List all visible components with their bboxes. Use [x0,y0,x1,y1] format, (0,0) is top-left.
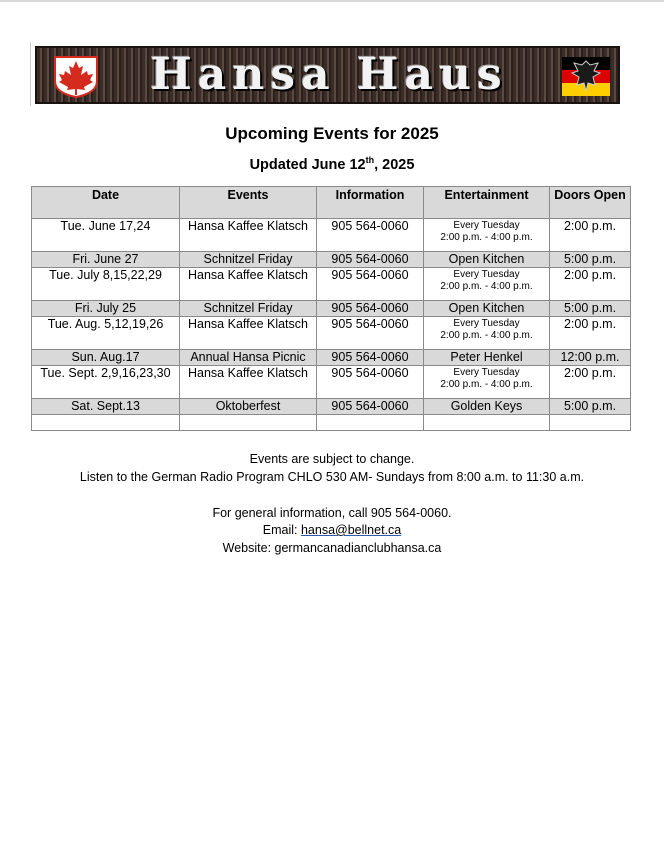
cell-entertainment: Every Tuesday 2:00 p.m. - 4:00 p.m. [424,317,550,350]
cell-empty [550,415,631,431]
cell-event: Hansa Kaffee Klatsch [180,219,317,252]
hansa-haus-banner [35,46,620,104]
header-date: Date [32,187,180,219]
radio-program-text: Listen to the German Radio Program CHLO 530 AM- Sundays from 8:00 a.m. to 11:30 a.m. [79,470,585,484]
cell-date: Tue. June 17,24 [32,219,180,252]
cell-entertainment: Every Tuesday 2:00 p.m. - 4:00 p.m. [424,219,550,252]
header-doors-open: Doors Open [550,187,631,219]
cell-event: Annual Hansa Picnic [180,350,317,366]
events-table [31,186,631,431]
cell-info: 905 564-0060 [317,366,424,399]
cell-empty [317,415,424,431]
cell-empty [180,415,317,431]
cell-doors: 5:00 p.m. [550,301,631,317]
header-information: Information [317,187,424,219]
cell-date: Tue. Sept. 2,9,16,23,30 [32,366,180,399]
cell-doors: 2:00 p.m. [550,268,631,301]
cell-doors: 2:00 p.m. [550,317,631,350]
cell-event: Hansa Kaffee Klatsch [180,366,317,399]
table-row [32,399,631,415]
cell-entertainment: Open Kitchen [424,301,550,317]
website-text: Website: germancanadianclubhansa.ca [222,541,442,555]
cell-event: Oktoberfest [180,399,317,415]
email-line [0,523,664,537]
banner-left-rule [30,42,31,106]
cell-info: 905 564-0060 [317,317,424,350]
email-label: Email: [262,523,301,537]
cell-info: 905 564-0060 [317,399,424,415]
cell-event: Schnitzel Friday [180,252,317,268]
cell-entertainment: Every Tuesday 2:00 p.m. - 4:00 p.m. [424,268,550,301]
table-header-row [32,187,631,219]
updated-date: Updated June 12th, 2025 [249,155,415,173]
table-row [32,301,631,317]
cell-doors: 12:00 p.m. [550,350,631,366]
top-rule [0,0,664,2]
page-title: Upcoming Events for 2025 [225,124,439,143]
table-row [32,252,631,268]
cell-date: Fri. July 25 [32,301,180,317]
table-row [32,317,631,350]
table-row-empty [32,415,631,431]
cell-empty [32,415,180,431]
cell-entertainment: Golden Keys [424,399,550,415]
canada-maple-leaf-icon [51,53,101,99]
header-events: Events [180,187,317,219]
cell-date: Tue. Aug. 5,12,19,26 [32,317,180,350]
change-notice: Events are subject to change. [249,452,415,466]
cell-entertainment: Peter Henkel [424,350,550,366]
cell-empty [424,415,550,431]
table-row [32,366,631,399]
german-eagle-crest-icon [560,53,612,99]
cell-info: 905 564-0060 [317,252,424,268]
table-row [32,268,631,301]
cell-doors: 2:00 p.m. [550,366,631,399]
cell-doors: 5:00 p.m. [550,399,631,415]
email-link[interactable]: hansa@bellnet.ca [300,523,402,537]
cell-date: Sat. Sept.13 [32,399,180,415]
cell-event: Schnitzel Friday [180,301,317,317]
cell-info: 905 564-0060 [317,268,424,301]
cell-date: Fri. June 27 [32,252,180,268]
cell-doors: 5:00 p.m. [550,252,631,268]
cell-event: Hansa Kaffee Klatsch [180,317,317,350]
cell-entertainment: Every Tuesday 2:00 p.m. - 4:00 p.m. [424,366,550,399]
cell-entertainment: Open Kitchen [424,252,550,268]
table-row [32,219,631,252]
cell-event: Hansa Kaffee Klatsch [180,268,317,301]
cell-info: 905 564-0060 [317,219,424,252]
cell-info: 905 564-0060 [317,350,424,366]
cell-date: Tue. July 8,15,22,29 [32,268,180,301]
header-entertainment: Entertainment [424,187,550,219]
general-info-text: For general information, call 905 564-0060. [212,506,452,520]
cell-date: Sun. Aug.17 [32,350,180,366]
cell-info: 905 564-0060 [317,301,424,317]
table-row [32,350,631,366]
cell-doors: 2:00 p.m. [550,219,631,252]
banner-title: Hansa Haus [150,49,508,100]
